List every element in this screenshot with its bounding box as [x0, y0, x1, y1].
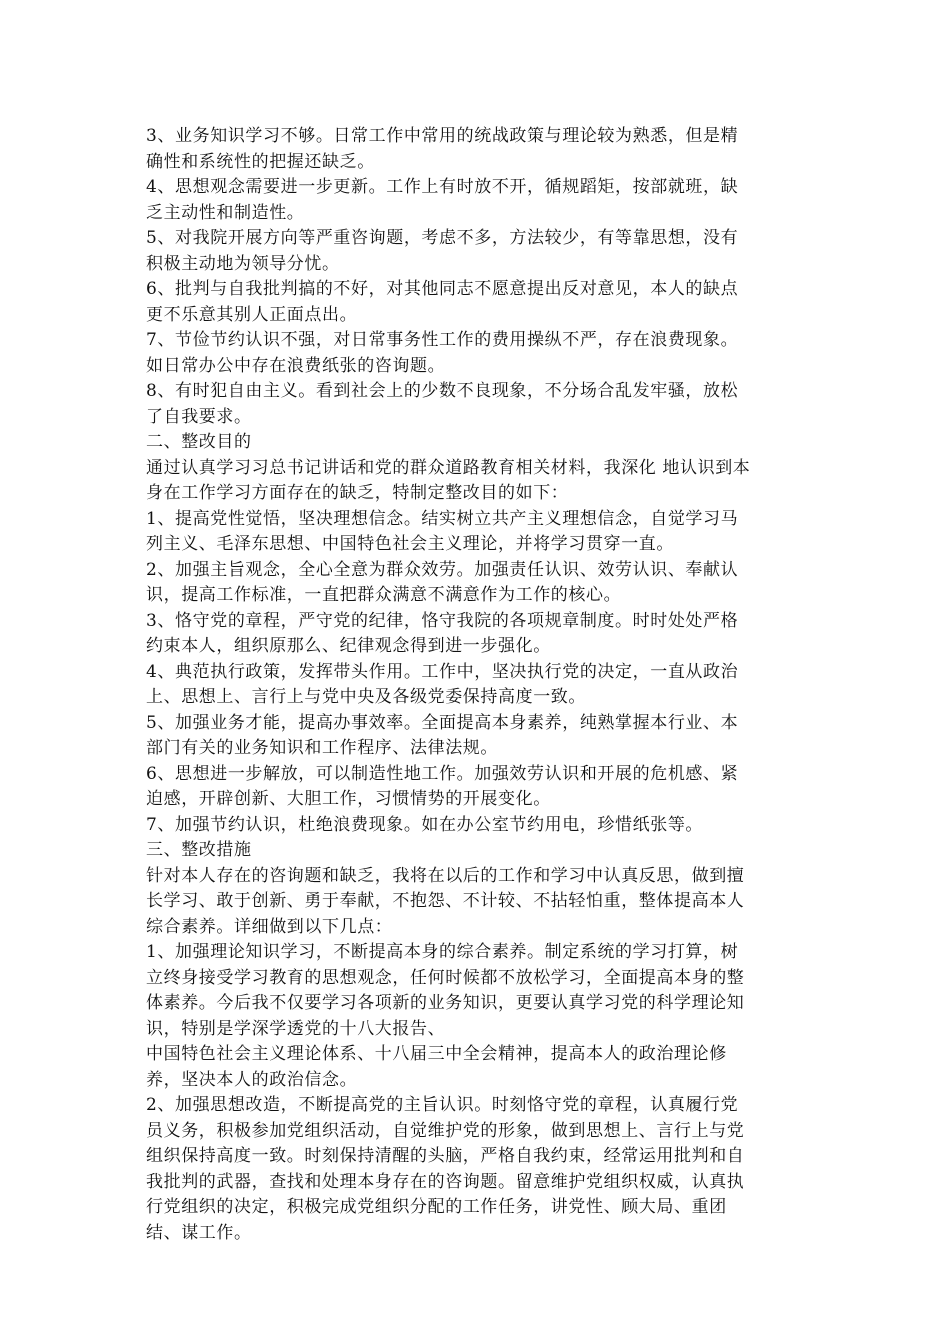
- document-page: [146, 124, 812, 1246]
- paragraph-goal-3: 3、恪守党的章程，严守党的纪律，恪守我院的各项规章制度。时时处处严格 约束本人，组织原那么、纪律观念得到进一步强化。: [146, 610, 739, 656]
- paragraph-measure-1: 1、加强理论知识学习，不断提高本身的综合素养。制定系统的学习打算，树 立终身接受学习教育的思想观念，任何时候都不放松学习，全面提高本身的整 体素养。今后我不仅要学习各项新的业务知识，更要认真学习党的科学理论知 识，特别是学深学透党的十八大报告、 中国特色社会主义理论体系、十八届三中全会精神，提高本人的政治理论修 养，坚决本人的政治信念。: [146, 942, 745, 1090]
- paragraph-goal-2: 2、加强主旨观念，全心全意为群众效劳。加强责任认识、效劳认识、奉献认 识，提高工作标准，一直把群众满意不满意作为工作的核心。: [146, 559, 739, 605]
- section-heading-measures: 三、整改措施: [146, 840, 252, 860]
- paragraph-goal-6: 6、思想进一步解放，可以制造性地工作。加强效劳认识和开展的危机感、紧 迫感，开辟创新、大胆工作，习惯情势的开展变化。: [146, 763, 739, 809]
- paragraph-goals-intro: 通过认真学习习总书记讲话和党的群众道路教育相关材料，我深化 地认识到本 身在工作学习方面存在的缺乏，特制定整改目的如下：: [146, 457, 751, 503]
- paragraph-goal-4: 4、典范执行政策，发挥带头作用。工作中，坚决执行党的决定，一直从政治 上、思想上、言行上与党中央及各级党委保持高度一致。: [146, 661, 739, 707]
- paragraph-goal-5: 5、加强业务才能，提高办事效率。全面提高本身素养，纯熟掌握本行业、本 部门有关的业务知识和工作程序、法律法规。: [146, 712, 739, 758]
- paragraph-weakness-4: 4、思想观念需要进一步更新。工作上有时放不开，循规蹈矩，按部就班，缺 乏主动性和制造性。: [146, 177, 739, 223]
- paragraph-goal-1: 1、提高党性觉悟，坚决理想信念。结实树立共产主义理想信念，自觉学习马 列主义、毛泽东思想、中国特色社会主义理论，并将学习贯穿一直。: [146, 508, 739, 554]
- paragraph-weakness-6: 6、批判与自我批判搞的不好，对其他同志不愿意提出反对意见，本人的缺点 更不乐意其别人正面点出。: [146, 279, 739, 325]
- paragraph-weakness-5: 5、对我院开展方向等严重咨询题，考虑不多，方法较少，有等靠思想，没有 积极主动地为领导分忧。: [146, 228, 739, 274]
- paragraph-measures-intro: 针对本人存在的咨询题和缺乏，我将在以后的工作和学习中认真反思，做到擅 长学习、敢于创新、勇于奉献，不抱怨、不计较、不拈轻怕重，整体提高本人 综合素养。详细做到以下几点：: [146, 865, 745, 937]
- paragraph-weakness-8: 8、有时犯自由主义。看到社会上的少数不良现象，不分场合乱发牢骚，放松 了自我要求。: [146, 381, 739, 427]
- paragraph-measure-2: 2、加强思想改造，不断提高党的主旨认识。时刻恪守党的章程，认真履行党 员义务，积极参加党组织活动，自觉维护党的形象，做到思想上、言行上与党 组织保持高度一致。时刻保持清醒的头脑，严格自我约束，经常运用批判和自 我批判的武器，查找和处理本身存在的咨询题。留意维护党组织权威，认真执 行党组织的决定，积极完成党组织分配的工作任务，讲党性、顾大局、重团 结、谋工作。: [146, 1095, 745, 1243]
- paragraph-weakness-3: 3、业务知识学习不够。日常工作中常用的统战政策与理论较为熟悉，但是精 确性和系统性的把握还缺乏。: [146, 126, 739, 172]
- section-heading-goals: 二、整改目的: [146, 432, 252, 452]
- paragraph-goal-7: 7、加强节约认识，杜绝浪费现象。如在办公室节约用电，珍惜纸张等。: [146, 814, 704, 835]
- paragraph-weakness-7: 7、节俭节约认识不强，对日常事务性工作的费用操纵不严，存在浪费现象。 如日常办公中存在浪费纸张的咨询题。: [146, 330, 739, 376]
